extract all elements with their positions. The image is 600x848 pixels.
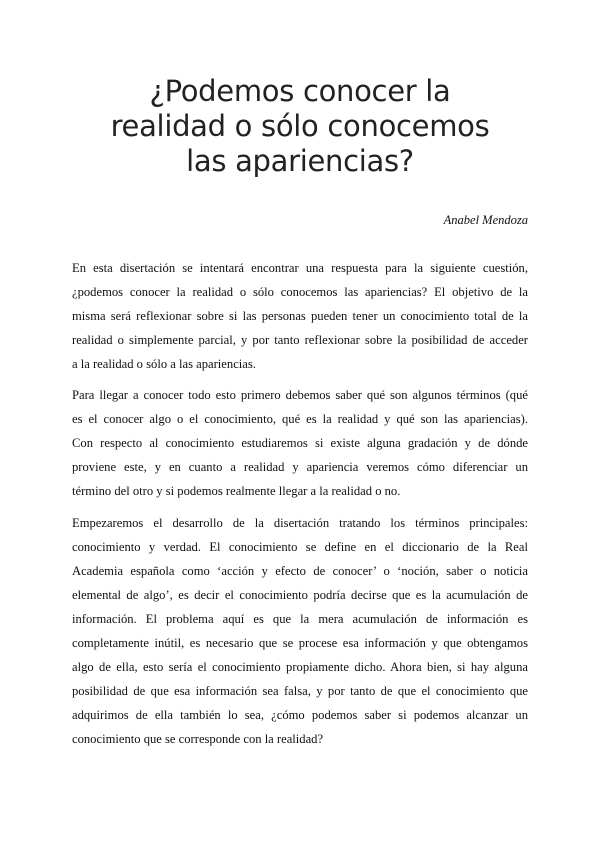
- text-line: proviene este, y en cuanto a realidad y apariencia veremos cómo diferenciar un: [72, 460, 528, 474]
- paragraph-development: [72, 511, 528, 751]
- title-line: las apariencias?: [186, 144, 414, 178]
- text-line: información. El problema aquí es que la mera acumulación de información es: [72, 612, 528, 626]
- text-line: posibilidad de que esa información sea falsa, y por tanto de que el conocimiento que: [72, 684, 528, 698]
- title-line: realidad o sólo conocemos: [110, 109, 490, 143]
- text-line: En esta disertación se intentará encontrar una respuesta para la siguiente cuestión,: [72, 261, 528, 275]
- text-line: ¿podemos conocer la realidad o sólo conocemos las apariencias? El objetivo de la: [72, 285, 528, 299]
- text-line: algo de ella, esto sería el conocimiento propiamente dicho. Ahora bien, si hay alguna: [72, 660, 528, 674]
- text-line: Academia española como ‘acción y efecto de conocer’ o ‘noción, saber o noticia: [72, 564, 528, 578]
- text-line: realidad o simplemente parcial, y por tanto reflexionar sobre la posibilidad de acceder: [72, 333, 528, 347]
- text-line: adquirimos de ella también lo sea, ¿cómo podemos saber si podemos alcanzar un: [72, 708, 528, 722]
- text-line: es el conocer algo o el conocimiento, qué es la realidad y qué son las apariencias).: [72, 412, 528, 426]
- paragraph-intro: [72, 256, 528, 376]
- text-line: conocimiento que se corresponde con la realidad?: [72, 732, 324, 746]
- title-line: ¿Podemos conocer la: [149, 74, 451, 108]
- author-name: Anabel Mendoza: [443, 213, 528, 227]
- text-line: Para llegar a conocer todo esto primero debemos saber qué son algunos términos (qué: [72, 388, 528, 402]
- text-line: completamente inútil, es necesario que se procese esa información y que obtengamos: [72, 636, 528, 650]
- document-title: [0, 74, 600, 179]
- text-line: Empezaremos el desarrollo de la disertación tratando los términos principales:: [72, 516, 528, 530]
- paragraph-terms: [72, 383, 528, 503]
- text-line: elemental de algo’, es decir el conocimiento podría decirse que es la acumulación de: [72, 588, 528, 602]
- text-line: a la realidad o sólo a las apariencias.: [72, 357, 256, 371]
- text-line: misma será reflexionar sobre si las personas pueden tener un conocimiento total de la: [72, 309, 528, 323]
- text-line: conocimiento y verdad. El conocimiento se define en el diccionario de la Real: [72, 540, 528, 554]
- text-line: Con respecto al conocimiento estudiaremos si existe alguna gradación y de dónde: [72, 436, 528, 450]
- text-line: término del otro y si podemos realmente llegar a la realidad o no.: [72, 484, 401, 498]
